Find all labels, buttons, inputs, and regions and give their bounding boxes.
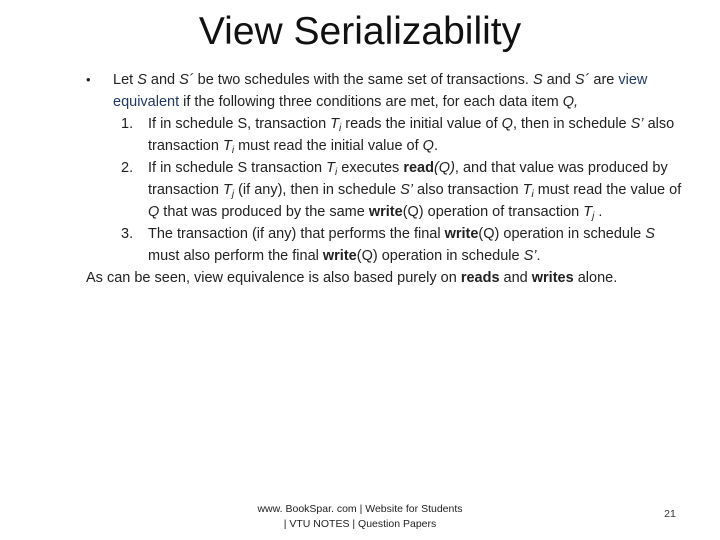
slide-footer bbox=[245, 502, 475, 532]
page-number: 21 bbox=[664, 508, 676, 520]
condition-item-1: 1. If in schedule S, transaction $T_i$ reads the initial value of Q, then in schedule S’ also transaction $T_i$ must read the initial value of Q. bbox=[86, 113, 686, 157]
closing-paragraph: As can be seen, view equivalence is also based purely on reads and writes alone. bbox=[86, 270, 618, 286]
bullet-icon: • bbox=[86, 72, 91, 87]
condition-number: 3. bbox=[121, 226, 134, 242]
condition-number: 1. bbox=[121, 116, 134, 132]
condition-item-2: 2. If in schedule S transaction $T_i$ executes read(Q), and that value was produced by transaction $T_j$ (if any), then in schedule S’ also transaction $T_i$ must read the value of Q that was produced by the same write(Q) operation of transaction $T_j$ . bbox=[86, 157, 686, 223]
slide-body bbox=[86, 69, 686, 289]
condition-number: 2. bbox=[121, 160, 134, 176]
condition-item-3: 3. The transaction (if any) that performs the final write(Q) operation in schedule S must also perform the final write(Q) operation in schedule S’. bbox=[86, 223, 686, 267]
bullet-paragraph: • Let S and S´ be two schedules with the same set of transactions. S and S´ are view equivalent if the following three conditions are met, for each data item Q, bbox=[86, 69, 686, 113]
view-equivalent-term: view equivalent bbox=[113, 72, 648, 110]
slide-title: View Serializability bbox=[198, 10, 522, 53]
footer-line-1: www. BookSpar. com | Website for Students bbox=[257, 503, 463, 515]
footer-line-2: | VTU NOTES | Question Papers bbox=[283, 518, 437, 530]
